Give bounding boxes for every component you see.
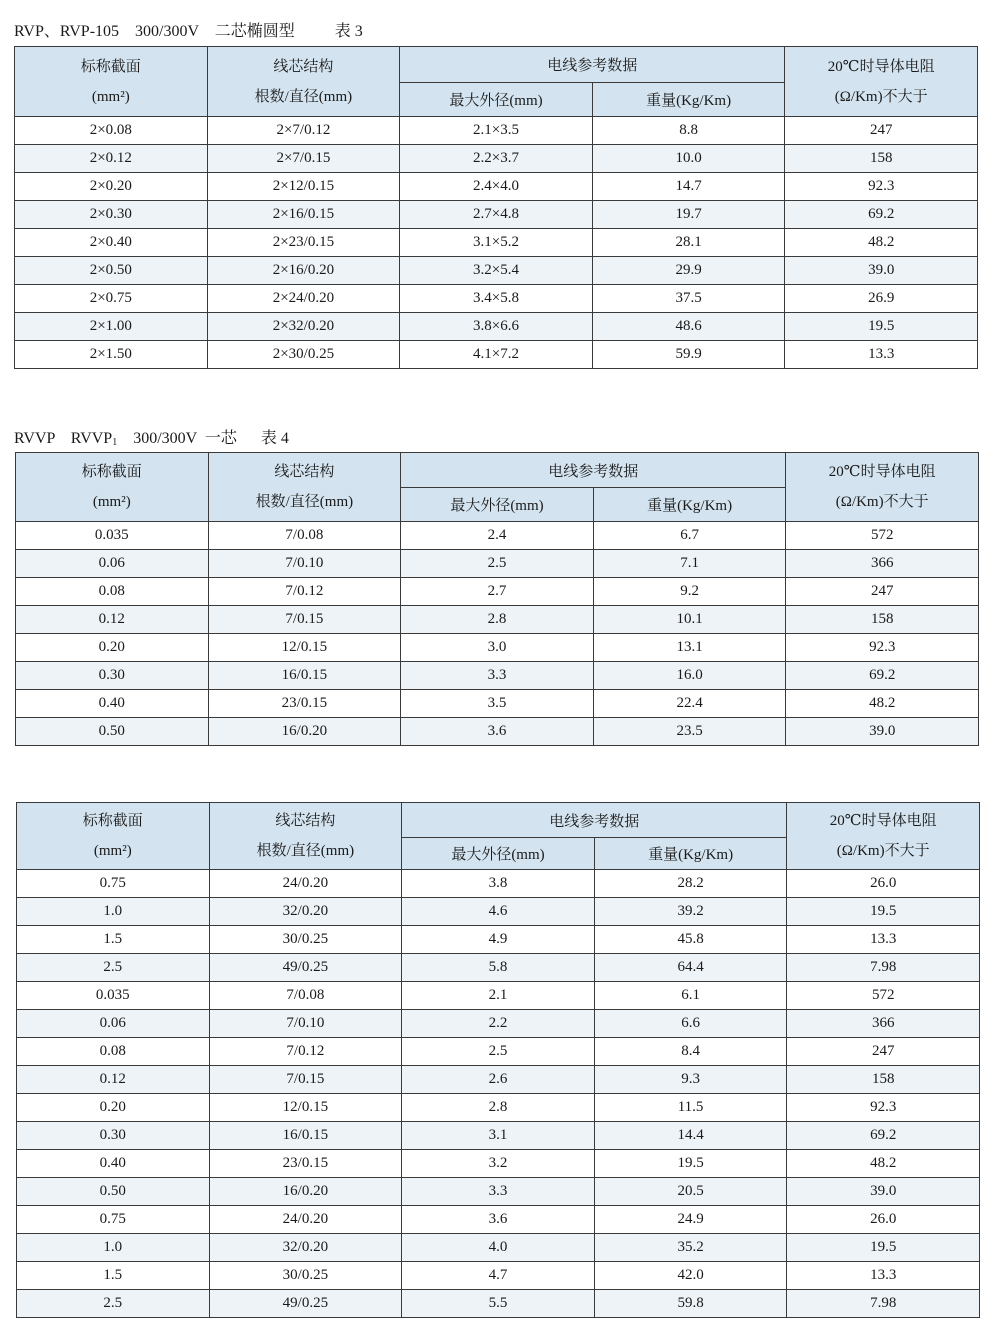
cell-nominal-section: 1.0 [17,898,210,926]
cell-resistance: 26.0 [787,870,980,898]
cell-resistance: 7.98 [787,954,980,982]
cell-core-structure: 30/0.25 [209,1262,402,1290]
table-row [17,1234,980,1262]
table-row [17,1262,980,1290]
cell-nominal-section: 0.035 [17,982,210,1010]
cell-core-structure: 7/0.08 [209,982,402,1010]
cell-nominal-section: 0.30 [16,662,209,690]
cell-nominal-section: 2×0.20 [15,173,208,201]
cell-max-diameter: 3.3 [402,1178,595,1206]
cell-max-diameter: 2.8 [401,606,594,634]
cell-weight: 10.0 [592,145,785,173]
cell-resistance: 39.0 [785,257,978,285]
cell-core-structure: 2×32/0.20 [207,313,400,341]
header-nominal-section-unit: (mm²) [91,88,130,105]
cell-resistance: 92.3 [787,1094,980,1122]
table-row [17,898,980,926]
cell-resistance: 26.9 [785,285,978,313]
cell-weight: 42.0 [594,1262,787,1290]
cell-resistance: 39.0 [787,1178,980,1206]
cell-max-diameter: 3.2 [402,1150,595,1178]
cell-resistance: 92.3 [786,634,979,662]
table-row [15,341,978,369]
cell-resistance: 247 [787,1038,980,1066]
header-core-structure [208,453,401,522]
cell-weight: 35.2 [594,1234,787,1262]
table-row [16,522,979,550]
cell-resistance: 366 [786,550,979,578]
cell-max-diameter: 3.8×6.6 [400,313,593,341]
cell-weight: 8.8 [592,117,785,145]
cell-nominal-section: 0.12 [17,1066,210,1094]
cell-core-structure: 32/0.20 [209,1234,402,1262]
header-max-diameter: 最大外径(mm) [401,488,594,522]
cell-core-structure: 2×16/0.20 [207,257,400,285]
cell-core-structure: 30/0.25 [209,926,402,954]
header-core-structure-unit: 根数/直径(mm) [254,88,353,105]
cell-max-diameter: 3.3 [401,662,594,690]
table-row [17,1038,980,1066]
header-nominal-section-label: 标称截面 [81,464,142,480]
cell-nominal-section: 2×1.50 [15,341,208,369]
cell-weight: 13.1 [593,634,786,662]
cell-resistance: 48.2 [787,1150,980,1178]
header-core-structure-label: 线芯结构 [274,464,335,480]
table-row [15,173,978,201]
cell-nominal-section: 0.08 [17,1038,210,1066]
header-resistance-label: 20℃时导体电阻 [829,813,937,829]
cell-nominal-section: 0.20 [16,634,209,662]
table-row [15,285,978,313]
cell-resistance: 13.3 [787,926,980,954]
cell-nominal-section: 0.50 [17,1178,210,1206]
cell-max-diameter: 4.0 [402,1234,595,1262]
cell-nominal-section: 0.08 [16,578,209,606]
cell-weight: 48.6 [592,313,785,341]
cell-max-diameter: 2.1 [402,982,595,1010]
header-nominal-section-label: 标称截面 [82,813,143,829]
header-core-structure [209,803,402,870]
cell-max-diameter: 2.5 [401,550,594,578]
header-nominal-section-unit: (mm²) [93,843,132,859]
cell-weight: 6.1 [594,982,787,1010]
cell-nominal-section: 0.035 [16,522,209,550]
table-row [16,718,979,746]
header-nominal-section-label: 标称截面 [80,58,141,75]
cell-core-structure: 23/0.15 [208,690,401,718]
table-3 [14,46,978,369]
cell-max-diameter: 3.0 [401,634,594,662]
header-max-diameter: 最大外径(mm) [400,83,593,117]
cell-core-structure: 2×16/0.15 [207,201,400,229]
cell-nominal-section: 0.30 [17,1122,210,1150]
header-nominal-section-unit: (mm²) [92,494,131,510]
cell-weight: 59.9 [592,341,785,369]
header-resistance-label: 20℃时导体电阻 [828,464,936,480]
cell-nominal-section: 0.12 [16,606,209,634]
header-core-structure-label: 线芯结构 [273,58,334,75]
cell-max-diameter: 2.2×3.7 [400,145,593,173]
table-row [15,229,978,257]
cell-core-structure: 7/0.08 [208,522,401,550]
cell-weight: 39.2 [594,898,787,926]
cell-resistance: 158 [785,145,978,173]
table-row [15,201,978,229]
cell-core-structure: 16/0.15 [208,662,401,690]
cell-weight: 59.8 [594,1290,787,1318]
cell-resistance: 69.2 [786,662,979,690]
table-row [17,1010,980,1038]
header-reference-data: 电线参考数据 [400,47,785,83]
table-4-caption-b: 300/300V 一芯 表 4 [117,430,289,447]
cell-weight: 16.0 [593,662,786,690]
header-resistance [785,47,978,117]
cell-weight: 28.2 [594,870,787,898]
cell-weight: 23.5 [593,718,786,746]
cell-core-structure: 2×24/0.20 [207,285,400,313]
cell-max-diameter: 2.4×4.0 [400,173,593,201]
cell-max-diameter: 3.6 [402,1206,595,1234]
cell-nominal-section: 2×0.12 [15,145,208,173]
cell-max-diameter: 4.6 [402,898,595,926]
header-reference-data: 电线参考数据 [401,453,786,488]
cell-resistance: 19.5 [787,898,980,926]
cell-nominal-section: 2.5 [17,954,210,982]
cell-core-structure: 24/0.20 [209,1206,402,1234]
cell-core-structure: 12/0.15 [209,1094,402,1122]
cell-nominal-section: 0.06 [16,550,209,578]
header-resistance-unit: (Ω/Km)不大于 [834,88,928,105]
cell-resistance: 19.5 [787,1234,980,1262]
cell-resistance: 13.3 [785,341,978,369]
cell-max-diameter: 3.2×5.4 [400,257,593,285]
cell-nominal-section: 2×0.40 [15,229,208,257]
header-resistance [786,453,979,522]
cell-weight: 14.7 [592,173,785,201]
table-row [15,257,978,285]
table-row [16,634,979,662]
cell-core-structure: 7/0.12 [209,1038,402,1066]
cell-weight: 20.5 [594,1178,787,1206]
cell-core-structure: 7/0.12 [208,578,401,606]
header-core-structure-unit: 根数/直径(mm) [256,843,355,859]
header-max-diameter: 最大外径(mm) [402,838,595,870]
cell-weight: 24.9 [594,1206,787,1234]
cell-core-structure: 16/0.20 [208,718,401,746]
header-weight: 重量(Kg/Km) [593,488,786,522]
table-row [17,1178,980,1206]
header-nominal-section [16,453,209,522]
cell-weight: 37.5 [592,285,785,313]
table-row [17,926,980,954]
header-core-structure-label: 线芯结构 [275,813,336,829]
cell-nominal-section: 0.50 [16,718,209,746]
header-core-structure [207,47,400,117]
cell-max-diameter: 2.7 [401,578,594,606]
cell-nominal-section: 1.5 [17,1262,210,1290]
cell-max-diameter: 4.1×7.2 [400,341,593,369]
cell-resistance: 48.2 [786,690,979,718]
cell-nominal-section: 1.5 [17,926,210,954]
cell-core-structure: 23/0.15 [209,1150,402,1178]
cell-nominal-section: 0.75 [17,1206,210,1234]
cell-nominal-section: 2.5 [17,1290,210,1318]
cell-weight: 29.9 [592,257,785,285]
table-row [15,145,978,173]
cell-core-structure: 2×23/0.15 [207,229,400,257]
table-5 [16,802,980,1318]
header-weight: 重量(Kg/Km) [594,838,787,870]
table-row [17,1122,980,1150]
cell-max-diameter: 3.5 [401,690,594,718]
cell-resistance: 26.0 [787,1206,980,1234]
cell-core-structure: 7/0.10 [208,550,401,578]
cell-resistance: 69.2 [785,201,978,229]
cell-max-diameter: 2.6 [402,1066,595,1094]
cell-weight: 28.1 [592,229,785,257]
cell-core-structure: 2×30/0.25 [207,341,400,369]
cell-core-structure: 16/0.15 [209,1122,402,1150]
cell-max-diameter: 2.7×4.8 [400,201,593,229]
cell-resistance: 158 [786,606,979,634]
table-row [16,578,979,606]
header-resistance-label: 20℃时导体电阻 [827,58,935,75]
cell-max-diameter: 3.8 [402,870,595,898]
cell-max-diameter: 4.9 [402,926,595,954]
header-core-structure-unit: 根数/直径(mm) [255,494,354,510]
cell-max-diameter: 5.5 [402,1290,595,1318]
cell-weight: 10.1 [593,606,786,634]
cell-nominal-section: 0.40 [17,1150,210,1178]
table-row [16,690,979,718]
cell-max-diameter: 2.8 [402,1094,595,1122]
cell-resistance: 19.5 [785,313,978,341]
cell-core-structure: 12/0.15 [208,634,401,662]
table-row [16,606,979,634]
cell-nominal-section: 2×1.00 [15,313,208,341]
cell-core-structure: 49/0.25 [209,954,402,982]
cell-max-diameter: 2.1×3.5 [400,117,593,145]
cell-core-structure: 7/0.15 [209,1066,402,1094]
header-resistance [787,803,980,870]
cell-resistance: 247 [785,117,978,145]
cell-resistance: 13.3 [787,1262,980,1290]
cell-nominal-section: 0.20 [17,1094,210,1122]
table-row [17,870,980,898]
cell-resistance: 572 [787,982,980,1010]
cell-core-structure: 49/0.25 [209,1290,402,1318]
table-row [15,117,978,145]
table-3-caption: RVP、RVP-105 300/300V 二芯椭圆型 表 3 [14,23,363,40]
table-row [15,313,978,341]
table-row [17,1094,980,1122]
table-row [17,1206,980,1234]
table-4-caption-sub: 1 [112,437,118,448]
cell-nominal-section: 1.0 [17,1234,210,1262]
cell-core-structure: 16/0.20 [209,1178,402,1206]
cell-resistance: 69.2 [787,1122,980,1150]
cell-weight: 8.4 [594,1038,787,1066]
cell-max-diameter: 2.4 [401,522,594,550]
table-row [17,1290,980,1318]
cell-nominal-section: 2×0.30 [15,201,208,229]
cell-core-structure: 32/0.20 [209,898,402,926]
header-resistance-unit: (Ω/Km)不大于 [836,843,930,859]
cell-max-diameter: 2.2 [402,1010,595,1038]
header-nominal-section [17,803,210,870]
cell-core-structure: 2×12/0.15 [207,173,400,201]
cell-core-structure: 2×7/0.12 [207,117,400,145]
table-row [17,982,980,1010]
table-row [16,550,979,578]
header-weight: 重量(Kg/Km) [592,83,785,117]
header-reference-data: 电线参考数据 [402,803,787,838]
cell-max-diameter: 3.4×5.8 [400,285,593,313]
cell-nominal-section: 0.06 [17,1010,210,1038]
header-resistance-unit: (Ω/Km)不大于 [835,494,929,510]
cell-resistance: 48.2 [785,229,978,257]
header-nominal-section [15,47,208,117]
cell-resistance: 7.98 [787,1290,980,1318]
cell-weight: 6.7 [593,522,786,550]
cell-weight: 64.4 [594,954,787,982]
cell-resistance: 572 [786,522,979,550]
cell-weight: 22.4 [593,690,786,718]
cell-nominal-section: 2×0.08 [15,117,208,145]
cell-resistance: 158 [787,1066,980,1094]
cell-core-structure: 2×7/0.15 [207,145,400,173]
cell-nominal-section: 2×0.75 [15,285,208,313]
table-row [17,1150,980,1178]
cell-max-diameter: 3.1 [402,1122,595,1150]
cell-weight: 7.1 [593,550,786,578]
cell-core-structure: 7/0.10 [209,1010,402,1038]
cell-max-diameter: 2.5 [402,1038,595,1066]
cell-max-diameter: 4.7 [402,1262,595,1290]
cell-max-diameter: 5.8 [402,954,595,982]
table-4 [15,452,979,746]
table-4-caption [14,425,289,448]
cell-nominal-section: 0.75 [17,870,210,898]
cell-resistance: 247 [786,578,979,606]
cell-nominal-section: 2×0.50 [15,257,208,285]
cell-weight: 9.2 [593,578,786,606]
table-4-caption-a: RVVP RVVP [14,430,113,447]
cell-weight: 19.7 [592,201,785,229]
cell-resistance: 39.0 [786,718,979,746]
cell-weight: 45.8 [594,926,787,954]
table-row [17,1066,980,1094]
cell-nominal-section: 0.40 [16,690,209,718]
table-row [16,662,979,690]
cell-core-structure: 24/0.20 [209,870,402,898]
cell-max-diameter: 3.6 [401,718,594,746]
cell-weight: 11.5 [594,1094,787,1122]
cell-resistance: 92.3 [785,173,978,201]
cell-core-structure: 7/0.15 [208,606,401,634]
cell-max-diameter: 3.1×5.2 [400,229,593,257]
table-row [17,954,980,982]
cell-resistance: 366 [787,1010,980,1038]
cell-weight: 9.3 [594,1066,787,1094]
cell-weight: 6.6 [594,1010,787,1038]
cell-weight: 14.4 [594,1122,787,1150]
cell-weight: 19.5 [594,1150,787,1178]
